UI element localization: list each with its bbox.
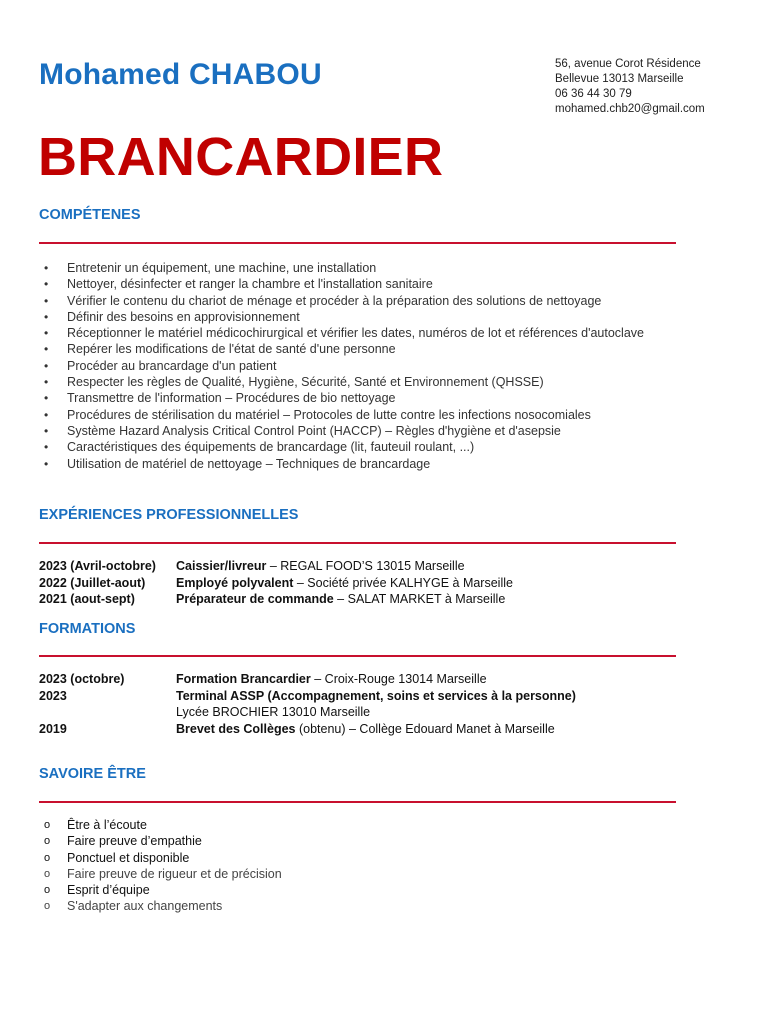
address-line-1: 56, avenue Corot Résidence [555, 58, 701, 70]
row-date: 2019 [39, 721, 67, 736]
formations-row [39, 721, 576, 738]
row-description [176, 671, 487, 688]
competence-item: • Procéder au brancardage d'un patient [39, 358, 659, 374]
formations-row [39, 688, 576, 705]
section-title-competences: COMPÉTENES [39, 207, 141, 223]
row-date [39, 704, 176, 721]
row-detail: – Société privée KALHYGE à Marseille [293, 575, 513, 590]
section-divider [39, 801, 676, 803]
competence-item: • Respecter les règles de Qualité, Hygiène, Sécurité, Santé et Environnement (QHSSE) [39, 374, 659, 390]
savoir-etre-item: o Esprit d’équipe [39, 882, 639, 898]
row-description [176, 704, 370, 721]
formations-row [39, 704, 576, 721]
savoir-etre-list [39, 817, 639, 915]
row-role: Préparateur de commande [176, 592, 334, 606]
row-role: Formation Brancardier [176, 672, 311, 686]
row-detail: Lycée BROCHIER 13010 Marseille [176, 705, 371, 719]
savoir-etre-item: o Faire preuve de rigueur et de précision [39, 866, 639, 882]
competence-item: • Nettoyer, désinfecter et ranger la chambre et l'installation sanitaire [39, 276, 659, 292]
competence-item: • Système Hazard Analysis Critical Control Point (HACCP) – Règles d'hygiène et d'asepsie [39, 423, 659, 439]
address-line-2: Bellevue 13013 Marseille [555, 73, 684, 85]
row-date: 2023 [39, 688, 67, 703]
row-detail: – REGAL FOOD’S 13015 Marseille [266, 559, 465, 573]
row-detail: – Croix-Rouge 13014 Marseille [310, 672, 487, 686]
row-role: Brevet des Collèges [176, 721, 296, 736]
section-title-savoir-etre: SAVOIRE ÊTRE [39, 766, 146, 782]
competence-item: • Repérer les modifications de l'état de santé d'une personne [39, 341, 659, 357]
row-detail: (obtenu) – Collège Edouard Manet à Marseille [295, 721, 555, 736]
competence-item: • Définir des besoins en approvisionnement [39, 309, 659, 325]
job-title: BRANCARDIER [38, 127, 444, 187]
savoir-etre-item: o Faire preuve d’empathie [39, 833, 639, 849]
experiences-list [39, 558, 513, 608]
phone-number: 06 36 44 30 79 [555, 88, 632, 100]
competences-list [39, 260, 659, 472]
competence-item: • Caractéristiques des équipements de brancardage (lit, fauteuil roulant, ...) [39, 439, 659, 455]
competence-item: • Entretenir un équipement, une machine, une installation [39, 260, 659, 276]
email-address: mohamed.chb20@gmail.com [555, 103, 705, 115]
row-role: Terminal ASSP (Accompagnement, soins et services à la personne) [176, 688, 576, 703]
section-title-formations: FORMATIONS [39, 621, 136, 637]
row-description [176, 688, 576, 705]
row-description [176, 721, 555, 738]
formations-row [39, 671, 576, 688]
section-divider [39, 542, 676, 544]
formations-list [39, 671, 576, 737]
row-role: Employé polyvalent [176, 575, 294, 590]
savoir-etre-item: o Être à l’écoute [39, 817, 639, 833]
competence-item: • Utilisation de matériel de nettoyage – Techniques de brancardage [39, 456, 659, 472]
experiences-row [39, 558, 513, 575]
row-role: Caissier/livreur [176, 559, 267, 573]
row-description [176, 558, 465, 575]
row-date: 2021 (aout-sept) [39, 592, 135, 606]
row-description [176, 591, 505, 608]
contact-block [555, 57, 705, 117]
row-detail: – SALAT MARKET à Marseille [333, 592, 506, 606]
row-date: 2023 (Avril-octobre) [39, 559, 156, 573]
section-divider [39, 242, 676, 244]
competence-item: • Vérifier le contenu du chariot de ménage et procéder à la préparation des solutions de nettoyage [39, 293, 659, 309]
competence-item: • Procédures de stérilisation du matériel – Protocoles de lutte contre les infections nosocomiales [39, 407, 659, 423]
experiences-row [39, 591, 513, 608]
candidate-name: Mohamed CHABOU [39, 58, 322, 91]
savoir-etre-item: o S'adapter aux changements [39, 898, 639, 914]
row-date: 2022 (Juillet-aout) [39, 575, 146, 590]
savoir-etre-item: o Ponctuel et disponible [39, 850, 639, 866]
row-description [176, 575, 513, 592]
section-divider [39, 655, 676, 657]
section-title-experiences: EXPÉRIENCES PROFESSIONNELLES [39, 507, 299, 523]
competence-item: • Réceptionner le matériel médicochirurgical et vérifier les dates, numéros de lot et références d'autoclave [39, 325, 659, 341]
experiences-row [39, 575, 513, 592]
row-date: 2023 (octobre) [39, 672, 125, 686]
competence-item: • Transmettre de l'information – Procédures de bio nettoyage [39, 390, 659, 406]
